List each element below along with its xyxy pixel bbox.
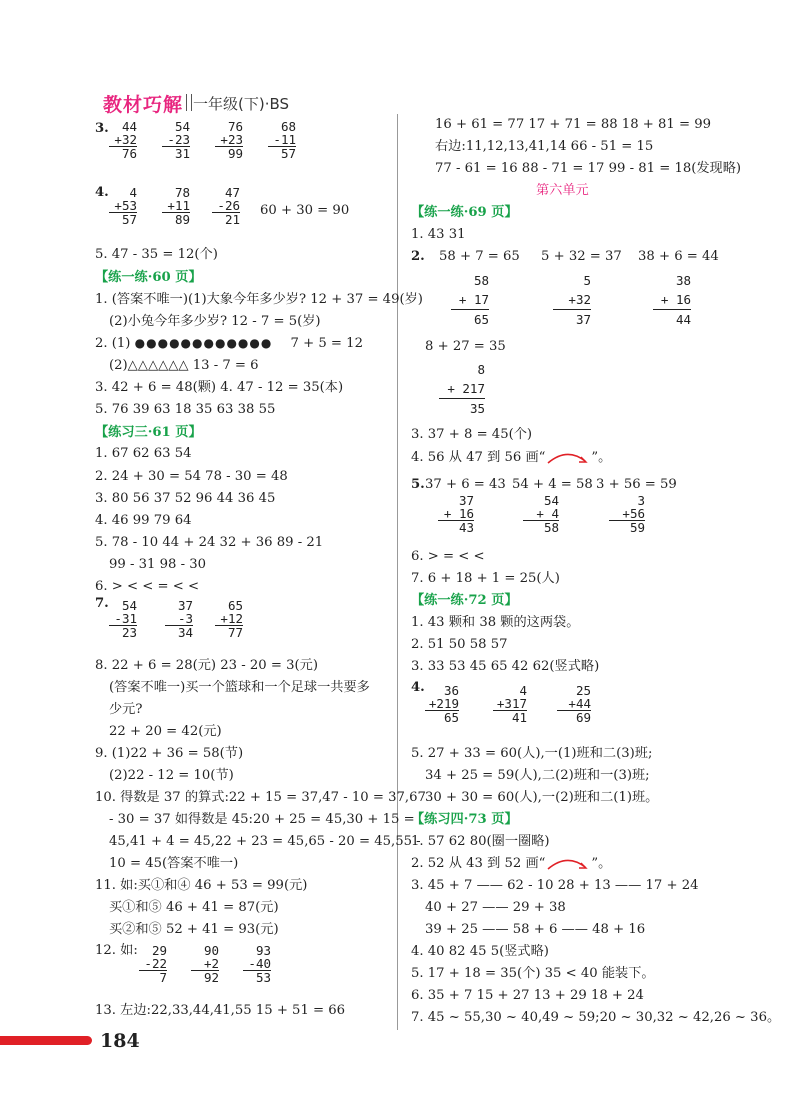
calc-mid: -23 [167, 132, 190, 147]
answer-line: 1. 43 31 [411, 227, 466, 242]
calc-result: 89 [162, 212, 190, 226]
answer-line: 7. 6 + 18 + 1 = 25(人) [411, 571, 560, 586]
vertical-calc [139, 944, 167, 984]
answer-line: (答案不唯一)买一个篮球和一个足球一共要多 [109, 680, 370, 695]
answer-line: (2)△△△△△△ 13 - 7 = 6 [109, 358, 259, 373]
calc-mid: +23 [220, 132, 243, 147]
calc-top: 78 [174, 185, 190, 200]
answer-line: 45,41 + 4 = 45,22 + 23 = 45,65 - 20 = 45,55 - [109, 834, 421, 849]
calc-top: 37 [458, 493, 474, 508]
vertical-calc [215, 120, 243, 160]
q4-label: 4. [95, 185, 109, 200]
calc-result: 58 [523, 520, 559, 534]
calc-result: 44 [653, 309, 691, 329]
book-title: 教材巧解 [103, 94, 184, 116]
calc-top: 25 [575, 683, 591, 698]
vertical-calc [109, 186, 137, 226]
calc-mid: -31 [114, 611, 137, 626]
answer-line: 买①和⑤ 46 + 41 = 87(元) [109, 900, 279, 915]
answer-line: 10. 得数是 37 的算式:22 + 15 = 37,47 - 10 = 37,67 [95, 790, 426, 805]
calc-result: 99 [215, 146, 243, 160]
answer-line: 3. 33 53 45 65 42 62(竖式略) [411, 659, 600, 674]
section-heading: 【练习三·61 页】 [95, 425, 202, 440]
section-heading: 【练一练·60 页】 [95, 270, 202, 285]
answer-text: 4. 56 从 47 到 56 画“ [411, 450, 546, 465]
calc-mid: +317 [496, 696, 527, 711]
answer-line: 3. 45 + 7 —— 62 - 10 28 + 13 —— 17 + 24 [411, 878, 699, 893]
vertical-calc [215, 599, 243, 639]
vertical-calc [523, 494, 559, 534]
vertical-calc [438, 494, 474, 534]
calc-mid: -3 [177, 611, 193, 626]
curve-arrow-icon [545, 451, 591, 465]
calc-result: 37 [553, 309, 591, 329]
vertical-calc [493, 684, 527, 724]
answer-eq: 8 + 27 = 35 [425, 339, 506, 354]
answer-line: 6. 35 + 7 15 + 27 13 + 29 18 + 24 [411, 988, 644, 1003]
calc-result: 65 [425, 710, 459, 724]
answer-line: 6. > < < = < < [95, 579, 200, 594]
answer-line: 3. 80 56 37 52 96 44 36 45 [95, 491, 276, 506]
vertical-calc [553, 271, 591, 329]
answer-line: 3. 37 + 8 = 45(个) [411, 427, 533, 442]
calc-top: 4 [519, 683, 527, 698]
calc-result: 43 [438, 520, 474, 534]
calc-mid: +56 [622, 506, 645, 521]
calc-top: 58 [473, 273, 489, 288]
calc-top: 76 [227, 119, 243, 134]
calc-mid: -11 [273, 132, 296, 147]
calc-top: 5 [583, 273, 591, 288]
vertical-calc [268, 120, 296, 160]
calc-mid: -40 [248, 956, 271, 971]
vertical-calc [653, 271, 691, 329]
answer-line: 7. 45 ~ 55,30 ~ 40,49 ~ 59;20 ~ 30,32 ~ 42,26 ~ 36。 [411, 1010, 781, 1025]
calc-top: 68 [280, 119, 296, 134]
calc-mid: +32 [568, 292, 591, 307]
curve-arrow-icon [545, 857, 591, 871]
vertical-calc [165, 599, 193, 639]
section-heading: 【练一练·72 页】 [411, 593, 518, 608]
answer-text-end: ”。 [591, 450, 612, 465]
answer-line: 8. 22 + 6 = 28(元) 23 - 20 = 3(元) [95, 658, 318, 673]
answer-line [411, 855, 611, 872]
vertical-calc [243, 944, 271, 984]
answer-eq: 54 + 4 = 58 [512, 477, 593, 492]
answer-line: 4. 40 82 45 5(竖式略) [411, 944, 549, 959]
calc-result: 92 [191, 970, 219, 984]
calc-result: 59 [609, 520, 645, 534]
answer-line: (2)小兔今年多少岁? 12 - 7 = 5(岁) [109, 314, 321, 329]
answer-line: 5. 27 + 33 = 60(人),一(1)班和二(3)班; [411, 746, 653, 761]
answer-line: 买②和⑤ 52 + 41 = 93(元) [109, 922, 279, 937]
vertical-calc [609, 494, 645, 534]
book-subtitle: 一年级(下)·BS [193, 95, 290, 113]
vertical-calc [557, 684, 591, 724]
footer-bar [0, 1036, 92, 1045]
vertical-calc [191, 944, 219, 984]
calc-top: 38 [675, 273, 691, 288]
calc-result: 21 [212, 212, 240, 226]
vertical-calc [425, 684, 459, 724]
calc-result: 65 [451, 309, 489, 329]
answer-text: 2. 52 从 43 到 52 画“ [411, 856, 546, 871]
calc-top: 29 [151, 943, 167, 958]
calc-mid: + 16 [660, 292, 691, 307]
calc-top: 47 [224, 185, 240, 200]
answer-line: 34 + 25 = 59(人),二(2)班和一(3)班; [425, 768, 650, 783]
answer-line: 39 + 25 —— 58 + 6 —— 48 + 16 [425, 922, 646, 937]
column-divider [397, 114, 398, 1030]
answer-eq: 38 + 6 = 44 [638, 249, 719, 264]
answer-text-end: ”。 [591, 856, 612, 871]
answer-line: 3. 42 + 6 = 48(颗) 4. 47 - 12 = 35(本) [95, 380, 344, 395]
answer-line: 30 + 30 = 60(人),一(2)班和二(1)班。 [425, 790, 659, 805]
answer-line: 少元? [109, 702, 143, 717]
calc-result: 31 [162, 146, 190, 160]
answer-line: 40 + 27 —— 29 + 38 [425, 900, 566, 915]
answer-prefix: 2. (1) [95, 336, 131, 351]
calc-mid: +11 [167, 198, 190, 213]
answer-line: (2)22 - 12 = 10(节) [109, 768, 234, 783]
calc-top: 90 [203, 943, 219, 958]
calc-result: 41 [493, 710, 527, 724]
calc-top: 8 [477, 362, 485, 377]
calc-result: 77 [215, 625, 243, 639]
vertical-calc [212, 186, 240, 226]
calc-mid: -26 [217, 198, 240, 213]
calc-top: 54 [121, 598, 137, 613]
q-label: 4. [411, 680, 425, 695]
dot-sequence: ●●●●●●●●●●●● [134, 336, 273, 350]
calc-top: 93 [255, 943, 271, 958]
section-heading: 【练习四·73 页】 [411, 812, 518, 827]
answer-line: 6. > = < < [411, 549, 485, 564]
title-separator [186, 94, 192, 111]
answer-line: 22 + 20 = 42(元) [109, 724, 222, 739]
q-label: 5. [411, 477, 425, 492]
calc-result: 76 [109, 146, 137, 160]
answer-line: 4. 46 99 79 64 [95, 513, 192, 528]
calc-mid: +32 [114, 132, 137, 147]
answer-line: 1. 43 颗和 38 颗的这两袋。 [411, 615, 580, 630]
answer-line [411, 449, 611, 466]
q12-label: 12. 如: [95, 943, 138, 958]
q-label: 2. [411, 249, 425, 264]
calc-mid: +44 [568, 696, 591, 711]
calc-top: 44 [121, 119, 137, 134]
calc-top: 54 [174, 119, 190, 134]
answer-line: 5. 17 + 18 = 35(个) 35 < 40 能装下。 [411, 966, 655, 981]
calc-mid: + 17 [458, 292, 489, 307]
answer-line: 13. 左边:22,33,44,41,55 15 + 51 = 66 [95, 1003, 346, 1018]
q4-extra: 60 + 30 = 90 [260, 203, 350, 218]
calc-result: 35 [439, 398, 485, 418]
q7-label: 7. [95, 596, 109, 611]
section-heading: 【练一练·69 页】 [411, 205, 518, 220]
vertical-calc [162, 120, 190, 160]
calc-mid: +2 [203, 956, 219, 971]
answer-line: 16 + 61 = 77 17 + 71 = 88 18 + 81 = 99 [435, 117, 712, 132]
answer-line: 99 - 31 98 - 30 [109, 557, 206, 572]
calc-mid: +53 [114, 198, 137, 213]
vertical-calc [451, 271, 489, 329]
calc-result: 57 [268, 146, 296, 160]
answer-eq: 7 + 5 = 12 [290, 336, 363, 351]
answer-eq: 3 + 56 = 59 [596, 477, 677, 492]
calc-result: 23 [109, 625, 137, 639]
answer-line: 2. 51 50 58 57 [411, 637, 508, 652]
calc-mid: + 16 [443, 506, 474, 521]
answer-line: 5. 78 - 10 44 + 24 32 + 36 89 - 21 [95, 535, 324, 550]
calc-mid: +219 [428, 696, 459, 711]
calc-result: 7 [139, 970, 167, 984]
vertical-calc [162, 186, 190, 226]
answer-eq: 58 + 7 = 65 [439, 249, 520, 264]
vertical-calc [109, 120, 137, 160]
q3-label: 3. [95, 121, 109, 136]
answer-line: - 30 = 37 如得数是 45:20 + 25 = 45,30 + 15 = [109, 812, 415, 827]
answer-eq: 5 + 32 = 37 [541, 249, 622, 264]
answer-line: 1. 67 62 63 54 [95, 446, 192, 461]
calc-mid: +12 [220, 611, 243, 626]
calc-top: 4 [129, 185, 137, 200]
calc-result: 57 [109, 212, 137, 226]
calc-mid: + 217 [447, 381, 485, 396]
page-number: 184 [100, 1030, 140, 1052]
vertical-calc [109, 599, 137, 639]
calc-result: 69 [557, 710, 591, 724]
answer-line: 5. 76 39 63 18 35 63 38 55 [95, 402, 276, 417]
answer-line: 2. 24 + 30 = 54 78 - 30 = 48 [95, 469, 288, 484]
vertical-calc [439, 360, 485, 418]
answer-line: 77 - 61 = 16 88 - 71 = 17 99 - 81 = 18(发现略) [435, 161, 742, 176]
calc-top: 65 [227, 598, 243, 613]
answer-line: 右边:11,12,13,41,14 66 - 51 = 15 [435, 139, 654, 154]
calc-top: 36 [443, 683, 459, 698]
calc-mid: -22 [144, 956, 167, 971]
calc-top: 3 [637, 493, 645, 508]
answer-line: 11. 如:买①和④ 46 + 53 = 99(元) [95, 878, 308, 893]
calc-mid: + 4 [536, 506, 559, 521]
answer-line: 10 = 45(答案不唯一) [109, 856, 239, 871]
answer-line: 1. 57 62 80(圈一圈略) [411, 834, 550, 849]
calc-result: 53 [243, 970, 271, 984]
q5: 5. 47 - 35 = 12(个) [95, 247, 218, 262]
calc-top: 54 [543, 493, 559, 508]
calc-result: 34 [165, 625, 193, 639]
answer-line: 9. (1)22 + 36 = 58(节) [95, 746, 244, 761]
answer-line [95, 335, 363, 352]
answer-eq: 37 + 6 = 43 [425, 477, 506, 492]
unit-heading: 第六单元 [536, 183, 589, 198]
calc-top: 37 [177, 598, 193, 613]
answer-line: 1. (答案不唯一)(1)大象今年多少岁? 12 + 37 = 49(岁) [95, 292, 423, 307]
